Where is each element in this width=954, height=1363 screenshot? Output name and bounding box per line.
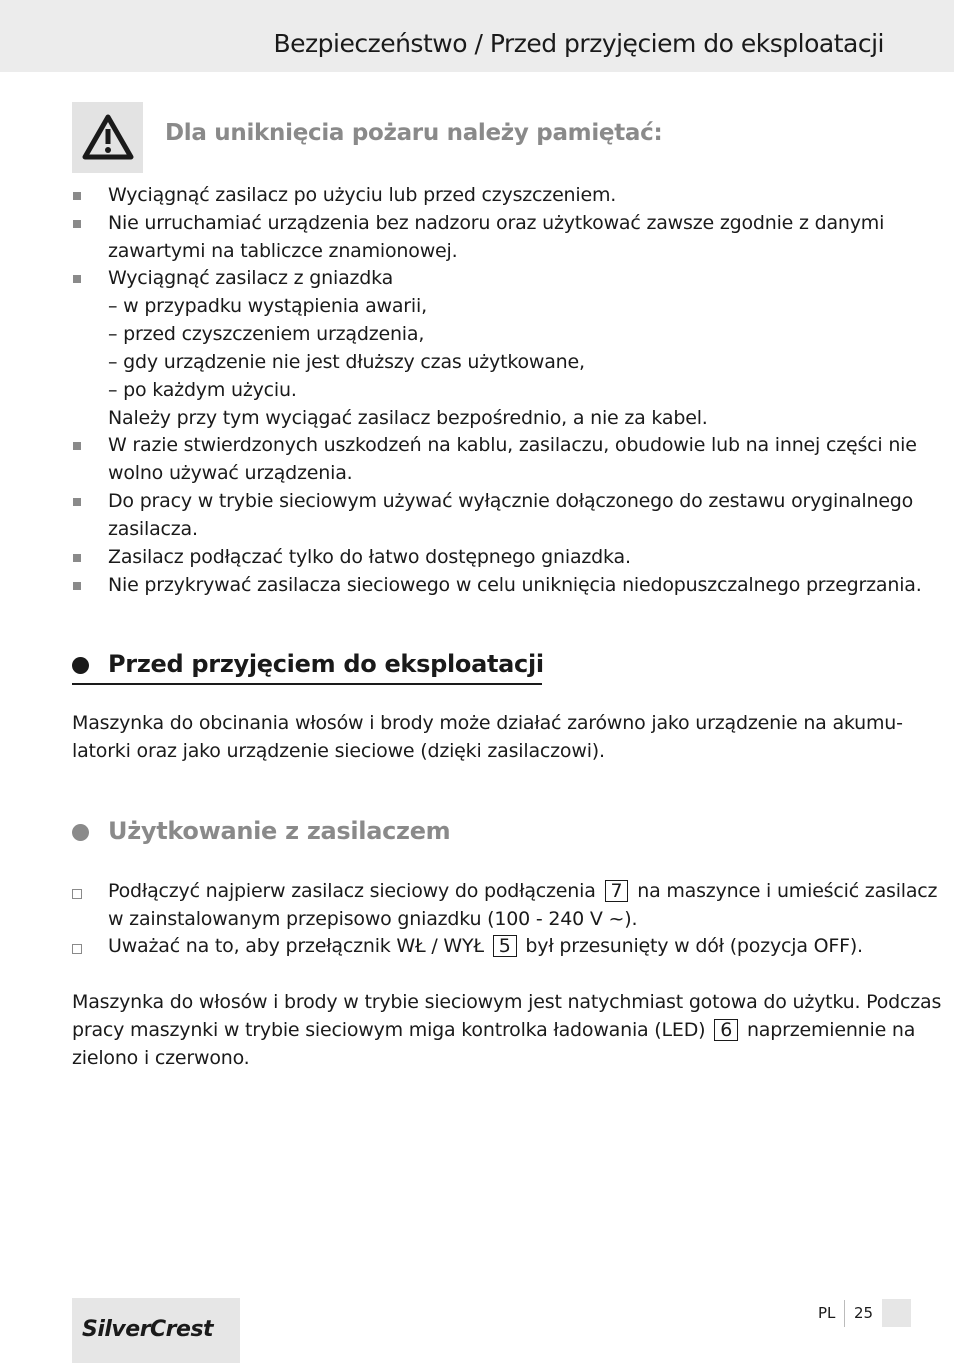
paragraph-line bbox=[72, 1016, 915, 1044]
list-item bbox=[108, 877, 937, 905]
list-item: zasilacza. bbox=[108, 518, 198, 540]
list-item: Należy przy tym wyciągać zasilacz bezpośrednio, a nie za kabel. bbox=[108, 407, 708, 429]
heading-underline bbox=[72, 683, 542, 685]
warning-box bbox=[72, 102, 143, 173]
page-title: Bezpieczeństwo / Przed przyjęciem do eksploatacji bbox=[273, 29, 884, 58]
paragraph-line: Maszynka do obcinania włosów i brody może działać zarówno jako urządzenie na akumu- bbox=[72, 712, 903, 734]
list-item: – w przypadku wystąpienia awarii, bbox=[108, 295, 427, 317]
heading-dot-icon bbox=[72, 824, 89, 841]
step-text: Podłączyć najpierw zasilacz sieciowy do podłączenia bbox=[108, 880, 596, 902]
list-item: Wyciągnąć zasilacz z gniazdka bbox=[108, 267, 394, 289]
bullet-icon bbox=[73, 554, 81, 562]
list-item: – przed czyszczeniem urządzenia, bbox=[108, 323, 425, 345]
language-code: PL bbox=[818, 1304, 836, 1322]
list-item: Wyciągnąć zasilacz po użyciu lub przed czyszczeniem. bbox=[108, 184, 617, 206]
list-item: Nie urruchamiać urządzenia bez nadzoru oraz użytkować zawsze zgodnie z danymi bbox=[108, 212, 885, 234]
section-heading: Użytkowanie z zasilaczem bbox=[108, 817, 451, 845]
list-item: Zasilacz podłączać tylko do łatwo dostępnego gniazdka. bbox=[108, 546, 631, 568]
step-text: na maszynce i umieścić zasilacz bbox=[637, 880, 938, 902]
list-item: Do pracy w trybie sieciowym używać wyłącznie dołączonego do zestawu oryginalnego bbox=[108, 490, 914, 512]
list-item: w zainstalowanym przepisowo gniazdku (100 - 240 V ~). bbox=[108, 908, 638, 930]
paragraph-line: Maszynka do włosów i brody w trybie sieciowym jest natychmiast gotowa do użytku. Podczas bbox=[72, 991, 942, 1013]
list-item: – gdy urządzenie nie jest dłuższy czas użytkowane, bbox=[108, 351, 585, 373]
warning-triangle-icon bbox=[82, 114, 134, 160]
paragraph-text: naprzemiennie na bbox=[746, 1019, 916, 1041]
step-text: Uważać na to, aby przełącznik WŁ / WYŁ bbox=[108, 935, 484, 957]
list-item: W razie stwierdzonych uszkodzeń na kablu, zasilaczu, obudowie lub na innej części nie bbox=[108, 434, 917, 456]
checkbox-bullet-icon bbox=[72, 944, 82, 954]
list-item: Nie przykrywać zasilacza sieciowego w celu uniknięcia niedopuszczalnego przegrzania. bbox=[108, 574, 922, 596]
paragraph-line: latorki oraz jako urządzenie sieciowe (dzięki zasilaczowi). bbox=[72, 740, 605, 762]
footer-divider bbox=[844, 1300, 845, 1327]
page-number: 25 bbox=[854, 1304, 874, 1322]
list-item: wolno używać urządzenia. bbox=[108, 462, 353, 484]
list-item: zawartymi na tabliczce znamionowej. bbox=[108, 240, 458, 262]
section-heading: Przed przyjęciem do eksploatacji bbox=[108, 650, 544, 678]
list-item bbox=[108, 932, 863, 960]
bullet-icon bbox=[73, 498, 81, 506]
bullet-icon bbox=[73, 275, 81, 283]
part-reference: 5 bbox=[493, 935, 517, 957]
heading-dot-icon bbox=[72, 657, 89, 674]
step-text: był przesunięty w dół (pozycja OFF). bbox=[525, 935, 863, 957]
paragraph-text: pracy maszynki w trybie sieciowym miga kontrolka ładowania (LED) bbox=[72, 1019, 706, 1041]
checkbox-bullet-icon bbox=[72, 889, 82, 899]
bullet-icon bbox=[73, 442, 81, 450]
bullet-icon bbox=[73, 192, 81, 200]
bullet-icon bbox=[73, 582, 81, 590]
part-reference: 6 bbox=[714, 1019, 738, 1041]
page-marker bbox=[882, 1299, 911, 1327]
paragraph-line: zielono i czerwono. bbox=[72, 1047, 250, 1069]
brand-logo-text: SilverCrest bbox=[82, 1317, 214, 1342]
bullet-icon bbox=[73, 220, 81, 228]
list-item: – po każdym użyciu. bbox=[108, 379, 297, 401]
part-reference: 7 bbox=[605, 880, 629, 902]
brand-logo bbox=[72, 1298, 240, 1363]
warning-title: Dla uniknięcia pożaru należy pamiętać: bbox=[165, 120, 663, 146]
